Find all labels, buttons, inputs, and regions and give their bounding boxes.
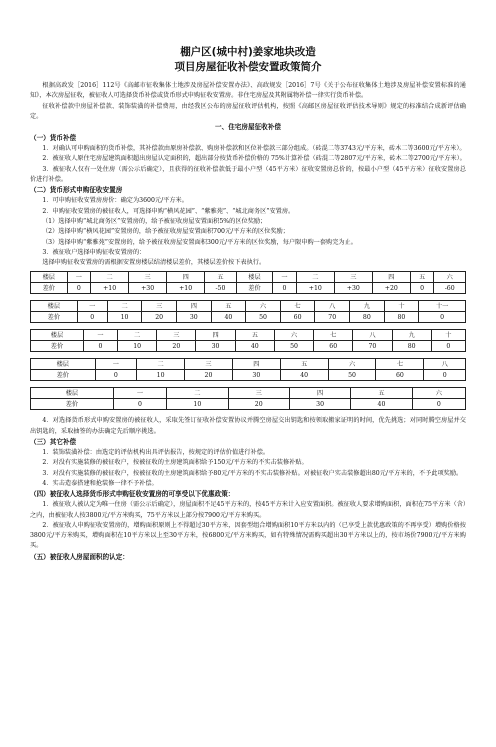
title-line-2: 项目房屋征收补偿安置政策简介	[174, 61, 322, 73]
table-cell: 一	[95, 359, 137, 370]
table-cell: 四	[167, 272, 205, 283]
table-cell: 10	[137, 370, 185, 381]
subheading-purchase: （二）货币形式申购征收安置房	[30, 186, 123, 195]
table-cell: 50	[246, 312, 281, 323]
table-cell: 三	[142, 301, 177, 312]
table-cell: 10	[107, 312, 142, 323]
table-cell: 60	[280, 312, 315, 323]
subheading-benefits: （四）被征收人选择货币形式申购征收安置房的可享受以下优惠政策：	[30, 490, 235, 499]
table-row	[31, 370, 466, 381]
table-cell: 九	[392, 330, 431, 341]
table-cell: 差价	[31, 399, 114, 410]
table-cell: 楼层	[31, 301, 78, 312]
table-cell: 30	[176, 312, 211, 323]
table-cell: 0	[419, 312, 466, 323]
table-cell: 0	[67, 283, 91, 294]
floor-price-table	[30, 358, 466, 381]
subheading-area: （五）被征收人房屋面积的认定：	[30, 552, 129, 561]
table-cell: 差价	[31, 283, 68, 294]
table-cell: 30	[289, 399, 350, 410]
table-cell: 楼层	[31, 272, 68, 283]
paragraph-2-1: 1．可申购征收安置房房价：确定为3600元/平方米。	[42, 197, 188, 205]
table-cell: 40	[351, 399, 412, 410]
paragraph-4-1: 1．被征收人被认定为唯一住房（需公示后确定），房屋面积不足45平方米的，按45平方米计入应安置面积。被征收人要求增购面积，面积在75平方米（含）之内，由被征收人按3800元/平方米购买，75平方米以上部分按7900元/平方米购买。	[30, 501, 466, 519]
table-cell: 一	[113, 388, 166, 399]
paragraph-2-2c: （3）选择申购“紫雅苑”安置房的，给予被征收房屋安置面积300元/平方米的区位奖励，每户限申购一套购完为止。	[42, 238, 357, 246]
table-cell: 80	[350, 312, 385, 323]
table-cell: 10	[167, 399, 228, 410]
table-row	[31, 330, 466, 341]
table-cell: 20	[228, 399, 289, 410]
table-cell: 三	[334, 272, 372, 283]
table-cell: 三	[185, 359, 233, 370]
title-line-1: 棚户区(城中村)姜家地块改造	[180, 46, 316, 58]
table-cell: 30	[232, 370, 280, 381]
table-cell: 三	[157, 330, 196, 341]
table-row	[31, 399, 466, 410]
table-cell: 五	[351, 388, 412, 399]
table-cell: 差价	[31, 370, 96, 381]
table-cell: 六	[246, 301, 281, 312]
table-cell: 十	[384, 301, 419, 312]
table-cell: 0	[412, 399, 465, 410]
table-cell: 40	[280, 370, 328, 381]
table-cell: 一	[273, 272, 297, 283]
subheading-other: （三）其它补偿	[30, 438, 77, 447]
table-cell: +20	[372, 283, 410, 294]
table-cell: 四	[196, 330, 235, 341]
table-cell: 十	[431, 330, 465, 341]
paragraph-1-3: 3．被征收人仅有一处住房（需公示后确定），且获得的征收补偿款低于最小户型（45平方米）征收安置房总价的，按最小户型（45平方米）征收安置房总价进行补偿。	[30, 165, 466, 184]
table-cell: 70	[315, 312, 350, 323]
table-cell: 50	[328, 370, 376, 381]
floor-price-table	[30, 387, 466, 410]
paragraph-2-3a: 选择申购征收安置房的需根据安置房楼层结清楼层差价，其楼层差价按下表执行。	[42, 259, 266, 267]
table-cell: 八	[315, 301, 350, 312]
section-heading-1: 一、住宅房屋征收补偿	[215, 123, 281, 132]
table-cell: 十一	[419, 301, 466, 312]
table-cell: 差价	[236, 283, 273, 294]
paragraph-1-1: 1．对确认可申购面积的货币补偿，其补偿款由原房补偿款、购房补偿款和区位补偿款三部分组成。（砖混二等3743元/平方米，砖木二等3600元/平方米）。	[42, 145, 466, 153]
table-cell: 四	[372, 272, 410, 283]
table-cell: 二	[107, 301, 142, 312]
table-cell: 七	[280, 301, 315, 312]
table-cell: 40	[235, 341, 274, 352]
table-row	[31, 301, 466, 312]
table-cell: 0	[410, 283, 434, 294]
paragraph-3-4: 4．实击造泰搭建和抢装修一律不予补偿。	[42, 479, 158, 487]
table-cell: 五	[280, 359, 328, 370]
table-cell: 差价	[31, 312, 78, 323]
table-cell: 六	[274, 330, 313, 341]
table-cell: 二	[91, 272, 129, 283]
table-cell: 80	[384, 312, 419, 323]
paragraph-2-2a: （1）选择申购“城北商务区”安置房的，给予被征收房屋安置面积5%的区位奖励；	[42, 217, 267, 225]
table-cell: 九	[350, 301, 385, 312]
table-cell: 三	[129, 272, 167, 283]
table-cell: 楼层	[31, 330, 84, 341]
table-cell: -50	[205, 283, 237, 294]
table-cell: +30	[129, 283, 167, 294]
table-row	[31, 341, 466, 352]
table-cell: 四	[176, 301, 211, 312]
table-cell: 一	[77, 301, 107, 312]
table-cell: 20	[142, 312, 177, 323]
subheading-cash: （一）货币补偿	[30, 134, 77, 143]
paragraph-3-1: 1．装饰装潢补偿：由选定的评估机构出具评估报告，按规定的评估价值进行补偿。	[42, 449, 270, 457]
table-cell: 四	[232, 359, 280, 370]
table-cell: 八	[424, 359, 466, 370]
table-cell: 60	[376, 370, 424, 381]
table-cell: 0	[95, 370, 137, 381]
floor-price-table	[30, 300, 466, 323]
table-cell: 四	[289, 388, 350, 399]
paragraph-3-2: 2．对没有实施装修的被征收户，按被征收的主房建筑面积给予150元/平方米的不实击装修补贴。	[42, 459, 308, 467]
paragraph-2-2: 2．申购征收安置房的被征收人，可选择申购“横风花园”、“紫雅苑”、“城北商务区”安置房。	[42, 207, 295, 215]
table-cell: 50	[274, 341, 313, 352]
table-cell: 20	[157, 341, 196, 352]
table-cell: 30	[196, 341, 235, 352]
table-cell: 六	[412, 388, 465, 399]
table-cell: 六	[434, 272, 466, 283]
table-cell: 楼层	[31, 359, 96, 370]
intro-paragraph-2: 征收补偿款中房屋补偿款、装饰装潢的补偿费用，由经我区公布的房屋征收评估机构，按照《高邮区房屋征收评估技术导则》规定的标准结合成新评估确定。	[30, 102, 466, 120]
table-cell: +10	[296, 283, 334, 294]
intro-paragraph: 根据高政发［2016］112号《高邮市征收集体土地涉及房屋补偿安置办法》、高政规发［2016］7号《关于公布征收集体土地涉及房屋补偿安置标准的通知》，本次房屋征收，被征收人可选择货币补偿或货币形式申购征收安置房。非住宅房屋及其附属物补偿一律实行货币补偿。	[30, 82, 466, 100]
paragraph-2-3: 3．被征收户选择申购征收安置房的：	[42, 248, 146, 256]
paragraph-1-2: 2．被征收人原住宅房屋建筑面积超出房屋认定面积的，超出部分按货币补偿价格的 75%计算补偿（砖混二等2807元/平方米，砖木二等2700元/平方米）。	[42, 155, 466, 163]
table-cell: 0	[113, 399, 166, 410]
table-cell: 三	[228, 388, 289, 399]
table-cell: 二	[296, 272, 334, 283]
table-row	[31, 283, 466, 294]
floor-price-table	[30, 329, 466, 352]
table-cell: +10	[167, 283, 205, 294]
table-cell: 五	[205, 272, 237, 283]
table-row	[31, 272, 466, 283]
table-cell: 五	[235, 330, 274, 341]
table-cell: +30	[334, 283, 372, 294]
paragraph-2-4: 4．对选择货币形式申购安置房的被征收人，采取先签订征收补偿安置协议并腾空房屋交出钥匙和按领取搬家证明的时间，优先挑选；对同时腾空房屋并交出钥匙的，采取抽签的办法确定先后顺序挑选。	[30, 417, 466, 435]
table-cell: +10	[91, 283, 129, 294]
table-cell: 0	[83, 341, 117, 352]
paragraph-3-3: 3．对没有实施装修的被征收户，按被征收的主房建筑面积给予80元/平方米的不实击装修补贴。对被征收户实击装修超出80元/平方米的，不予此项奖励。	[42, 469, 463, 477]
table-cell: 楼层	[236, 272, 273, 283]
paragraph-2-2b: （2）选择申购“横风花园”安置房的，给予被征收房屋安置面积700元/平方米的区位奖励；	[42, 228, 289, 236]
table-cell: 一	[83, 330, 117, 341]
paragraph-4-2: 2．被征收人申购征收安置房的，增购面积原则上不得超过30平方米，因套型组合增购面积10平方米以内的（已享受上款优惠政策的不再享受）增购价格按3800元/平方米购买，增购面积在10平方米以上至30平方米，按6800元/平方米购买，如有特殊情况需购买超出30平方米以上的，按市场价7900元/平方米购买。	[30, 521, 466, 550]
table-cell: 40	[211, 312, 246, 323]
table-cell: 六	[328, 359, 376, 370]
table-cell: 五	[410, 272, 434, 283]
table-cell: 80	[392, 341, 431, 352]
table-cell: 0	[273, 283, 297, 294]
table-cell: 七	[314, 330, 353, 341]
table-cell: 60	[314, 341, 353, 352]
table-cell: 0	[424, 370, 466, 381]
document-page	[0, 45, 496, 747]
table-cell: 0	[431, 341, 465, 352]
floor-price-tables	[30, 271, 466, 410]
table-cell: -60	[434, 283, 466, 294]
table-cell: 二	[167, 388, 228, 399]
table-cell: 二	[137, 359, 185, 370]
table-cell: 70	[353, 341, 392, 352]
table-cell: 八	[353, 330, 392, 341]
table-row	[31, 359, 466, 370]
table-cell: 10	[118, 341, 157, 352]
table-cell: 20	[185, 370, 233, 381]
table-row	[31, 312, 466, 323]
table-cell: 七	[376, 359, 424, 370]
table-cell: 0	[77, 312, 107, 323]
table-cell: 楼层	[31, 388, 114, 399]
table-row	[31, 388, 466, 399]
table-cell: 五	[211, 301, 246, 312]
table-cell: 二	[118, 330, 157, 341]
table-cell: 一	[67, 272, 91, 283]
table-cell: 差价	[31, 341, 84, 352]
floor-price-table	[30, 271, 466, 294]
